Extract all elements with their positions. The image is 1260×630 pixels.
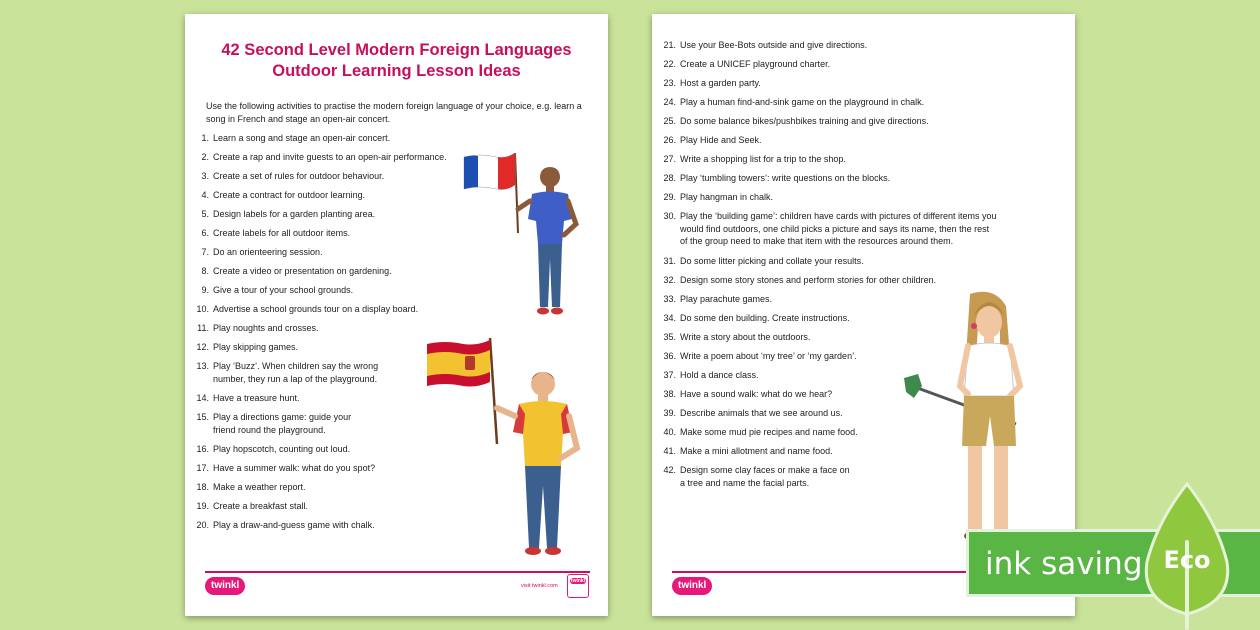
activity-text (213, 132, 390, 145)
activity-text (213, 227, 350, 240)
activity-text-line: Do some litter picking and collate your results. (680, 256, 864, 266)
activity-text-line: Create a breakfast stall. (213, 501, 309, 511)
activity-text (680, 210, 997, 248)
activity-number: 40. (663, 427, 676, 437)
activity-text-line: Have a sound walk: what do we hear? (680, 389, 833, 399)
activity-text (213, 519, 375, 532)
activity-number: 15. (196, 412, 209, 422)
activity-number: 42. (663, 465, 676, 475)
activity-number: 14. (196, 393, 209, 403)
activity-number: 32. (663, 275, 676, 285)
activity-text (680, 58, 830, 71)
activity-text-line: Use your Bee-Bots outside and give directions. (680, 40, 868, 50)
activity-text (680, 153, 846, 166)
activity-text-line: Play Hide and Seek. (680, 135, 762, 145)
quality-badge (567, 574, 589, 598)
activity-number: 33. (663, 294, 676, 304)
activity-text-line: Design some story stones and perform stories for other children. (680, 275, 937, 285)
activity-text (680, 407, 843, 420)
activity-number: 23. (663, 78, 676, 88)
activity-number: 9. (201, 285, 209, 295)
activity-number: 20. (196, 520, 209, 530)
activity-text (680, 172, 890, 185)
activity-text-line: Play parachute games. (680, 294, 773, 304)
twinkl-logo: twinkl (672, 577, 712, 595)
activity-number: 24. (663, 97, 676, 107)
activity-text (213, 443, 350, 456)
activity-text (680, 115, 929, 128)
activity-text (213, 265, 392, 278)
activity-text-line: Make a weather report. (213, 482, 306, 492)
activity-text (213, 189, 365, 202)
activity-number: 13. (196, 361, 209, 371)
activity-text (680, 39, 867, 52)
activity-text-line: Create labels for all outdoor items. (213, 228, 351, 238)
activity-text-line: Create a set of rules for outdoor behaviour. (213, 171, 385, 181)
activity-text (213, 322, 319, 335)
activity-text-line: a tree and name the facial parts. (680, 477, 810, 488)
activity-text-line: Play noughts and crosses. (213, 323, 319, 333)
activity-text-line: Write a story about the outdoors. (680, 332, 811, 342)
activity-text (680, 369, 759, 382)
activity-number: 35. (663, 332, 676, 342)
activity-text-line: Make a mini allotment and name food. (680, 446, 833, 456)
activity-number: 38. (663, 389, 676, 399)
activity-text-line: Play a directions game: guide your (213, 412, 352, 422)
activity-number: 5. (201, 209, 209, 219)
activity-text (680, 191, 773, 204)
activity-number: 36. (663, 351, 676, 361)
activity-number: 12. (196, 342, 209, 352)
activity-text-line: Write a shopping list for a trip to the shop. (680, 154, 846, 164)
activity-text-line: Learn a song and stage an open-air concert. (213, 133, 391, 143)
activity-text-line: Advertise a school grounds tour on a display board. (213, 304, 419, 314)
activity-text (213, 411, 351, 436)
activity-text-line: Play a draw-and-guess game with chalk. (213, 520, 375, 530)
activity-number: 6. (201, 228, 209, 238)
intro-line-2: song in French and stage an open-air concert. (206, 113, 391, 124)
activity-text-line: Describe animals that we see around us. (680, 408, 843, 418)
footer-divider (205, 571, 590, 573)
activity-text-line: Create a UNICEF playground charter. (680, 59, 831, 69)
activity-text-line: Create a video or presentation on gardening. (213, 266, 392, 276)
activity-text (213, 392, 300, 405)
activity-number: 25. (663, 116, 676, 126)
activity-text-line: Hold a dance class. (680, 370, 759, 380)
activity-text-line: Play hopscotch, counting out loud. (213, 444, 351, 454)
activity-text (213, 151, 447, 164)
activity-text (213, 246, 323, 259)
activity-text (680, 426, 858, 439)
activity-text-line: Play ‘Buzz’. When children say the wrong (213, 361, 379, 371)
activity-text-line: number, they run a lap of the playground. (213, 373, 378, 384)
activity-number: 4. (201, 190, 209, 200)
activity-number: 17. (196, 463, 209, 473)
activity-text (680, 77, 761, 90)
activity-text-line: Host a garden party. (680, 78, 761, 88)
activity-number: 22. (663, 59, 676, 69)
twinkl-logo: twinkl (205, 577, 245, 595)
page-title (185, 40, 608, 82)
activity-text (680, 274, 936, 287)
activity-number: 34. (663, 313, 676, 323)
activity-text-line: would find outdoors, one child picks a picture and says its name, then the rest (680, 223, 990, 234)
activity-number: 3. (201, 171, 209, 181)
activity-text (213, 284, 353, 297)
activity-number: 7. (201, 247, 209, 257)
activity-text-line: Do some balance bikes/pushbikes training and give directions. (680, 116, 929, 126)
activity-number: 39. (663, 408, 676, 418)
activity-text-line: Make some mud pie recipes and name food. (680, 427, 858, 437)
activity-text (213, 462, 375, 475)
boy-with-french-flag-illustration (460, 149, 590, 319)
activity-text (213, 341, 298, 354)
activity-text-line: Create a contract for outdoor learning. (213, 190, 366, 200)
activity-text-line: Play skipping games. (213, 342, 299, 352)
activity-number: 28. (663, 173, 676, 183)
activity-number: 10. (196, 304, 209, 314)
activity-number: 19. (196, 501, 209, 511)
activity-number: 37. (663, 370, 676, 380)
eco-leaf-icon (1137, 482, 1247, 630)
activity-text-line: Have a summer walk: what do you spot? (213, 463, 376, 473)
boy-with-spanish-flag-illustration (423, 336, 593, 556)
activity-number: 11. (197, 323, 209, 333)
intro-line-1: Use the following activities to practise the modern foreign language of your choice, e.g. learn a (206, 101, 582, 111)
activity-text-line: Create a rap and invite guests to an open-air performance. (213, 152, 447, 162)
activity-text-line: Design some clay faces or make a face on (680, 465, 850, 475)
activity-text (680, 464, 850, 489)
activity-text-line: Do some den building. Create instructions. (680, 313, 850, 323)
intro-text (206, 100, 586, 125)
activity-text-line: Play hangman in chalk. (680, 192, 774, 202)
activity-number: 1. (201, 133, 209, 143)
activity-text-line: Write a poem about ‘my tree’ or ‘my garden’. (680, 351, 857, 361)
activity-number: 26. (663, 135, 676, 145)
activity-number: 16. (196, 444, 209, 454)
eco-label: Eco (1163, 546, 1211, 574)
activity-text (213, 303, 418, 316)
activity-number: 41. (663, 446, 676, 456)
visit-url: visit twinkl.com (521, 583, 558, 589)
worksheet-page-1 (185, 14, 608, 616)
activity-number: 18. (196, 482, 209, 492)
activity-text (680, 331, 810, 344)
activity-text (213, 481, 306, 494)
activity-text (680, 293, 772, 306)
activity-number: 2. (201, 152, 209, 162)
worksheet-page-2 (652, 14, 1075, 616)
activity-text-line: Play ‘tumbling towers’: write questions on the blocks. (680, 173, 891, 183)
activity-text (680, 255, 864, 268)
quality-badge-label: twinkl (570, 578, 586, 584)
ink-saving-label: ink saving (985, 546, 1143, 582)
activity-text (680, 96, 924, 109)
activity-number: 29. (663, 192, 676, 202)
activity-text (213, 500, 308, 513)
title-line-2: Outdoor Learning Lesson Ideas (272, 62, 521, 80)
activity-number: 21. (663, 40, 676, 50)
activity-text-line: Have a treasure hunt. (213, 393, 300, 403)
activity-text-line: Design labels for a garden planting area. (213, 209, 376, 219)
activity-number: 8. (201, 266, 209, 276)
activity-text (213, 208, 375, 221)
activity-text-line: Play the ‘building game’: children have cards with pictures of different items you (680, 211, 997, 221)
activity-text (680, 388, 832, 401)
activity-text-line: Do an orienteering session. (213, 247, 323, 257)
activity-text (680, 134, 762, 147)
activity-text-line: Play a human find-and-sink game on the playground in chalk. (680, 97, 925, 107)
activity-text-line: Give a tour of your school grounds. (213, 285, 354, 295)
activity-number: 30. (663, 211, 676, 221)
girl-litter-picking-illustration (904, 286, 1044, 556)
activity-text (680, 445, 833, 458)
activity-text (680, 312, 850, 325)
activity-number: 27. (663, 154, 676, 164)
activity-text (680, 350, 857, 363)
activity-text-line: of the group need to make that item with the resources around them. (680, 236, 954, 246)
activity-text (213, 360, 378, 385)
title-line-1: 42 Second Level Modern Foreign Languages (221, 41, 572, 59)
activity-text-line: friend round the playground. (213, 424, 326, 435)
activity-text (213, 170, 384, 183)
activity-number: 31. (663, 256, 676, 266)
